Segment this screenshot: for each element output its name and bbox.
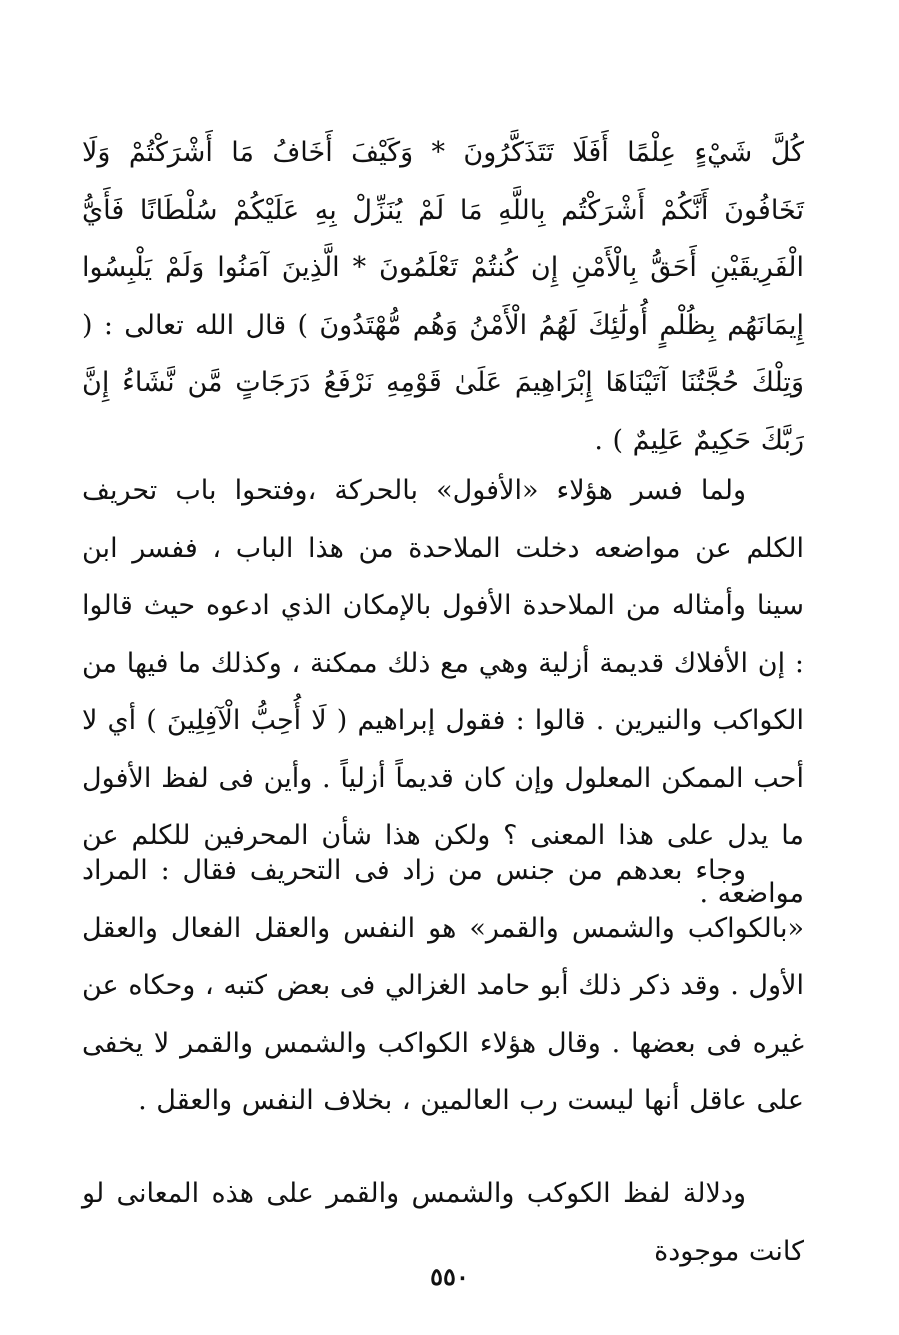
quran-verses-block: كُلَّ شَيْءٍ عِلْمًا أَفَلَا تَتَذَكَّرُونَ * وَكَيْفَ أَخَافُ مَا أَشْرَكْتُمْ وَلَا تَخَافُونَ أَنَّكُمْ أَشْرَكْتُم بِاللَّهِ مَا لَمْ يُنَزِّلْ بِهِ عَلَيْكُمْ سُلْطَانًا فَأَيُّ الْفَرِيقَيْنِ أَحَقُّ بِالْأَمْنِ إِن كُنتُمْ تَعْلَمُونَ * الَّذِينَ آمَنُوا وَلَمْ يَلْبِسُوا إِيمَانَهُم بِظُلْمٍ أُولَٰئِكَ لَهُمُ الْأَمْنُ وَهُم مُّهْتَدُونَ ) قال الله تعالى : ( وَتِلْكَ حُجَّتُنَا آتَيْنَاهَا إِبْرَاهِيمَ عَلَىٰ قَوْمِهِ نَرْفَعُ دَرَجَاتٍ مَّن نَّشَاءُ إِنَّ رَبَّكَ حَكِيمٌ عَلِيمٌ ) . <box>82 137 804 456</box>
paragraph-text: وجاء بعدهم من جنس من زاد فى التحريف فقال : المراد «بالكواكب والشمس والقمر» هو النفس والعقل الفعال والعقل الأول . وقد ذكر ذلك أبو حامد الغزالي فى بعض كتبه ، وحكاه عن غيره فى بعضها . وقال هؤلاء الكواكب والشمس والقمر لا يخفى على عاقل أنها ليست رب العالمين ، بخلاف النفس والعقل . <box>82 855 804 1116</box>
paragraph-2 <box>82 842 804 1130</box>
paragraph-text: ودلالة لفظ الكوكب والشمس والقمر على هذه المعانى لو كانت موجودة <box>82 1178 804 1267</box>
page-number: ٥٥٠ <box>430 1262 469 1291</box>
paragraph-text: ولما فسر هؤلاء «الأفول» بالحركة ،وفتحوا باب تحريف الكلم عن مواضعه دخلت الملاحدة من هذا الباب ، ففسر ابن سينا وأمثاله من الملاحدة الأفول بالإمكان الذي ادعوه حيث قالوا : إن الأفلاك قديمة أزلية وهي مع ذلك ممكنة ، وكذلك ما فيها من الكواكب والنيرين . قالوا : فقول إبراهيم ( لَا أُحِبُّ الْآفِلِينَ ) أي لا أحب الممكن المعلول وإن كان قديماً أزلياً . وأين فى لفظ الأفول ما يدل على هذا المعنى ؟ ولكن هذا شأن المحرفين للكلم عن مواضعه . <box>82 475 804 909</box>
